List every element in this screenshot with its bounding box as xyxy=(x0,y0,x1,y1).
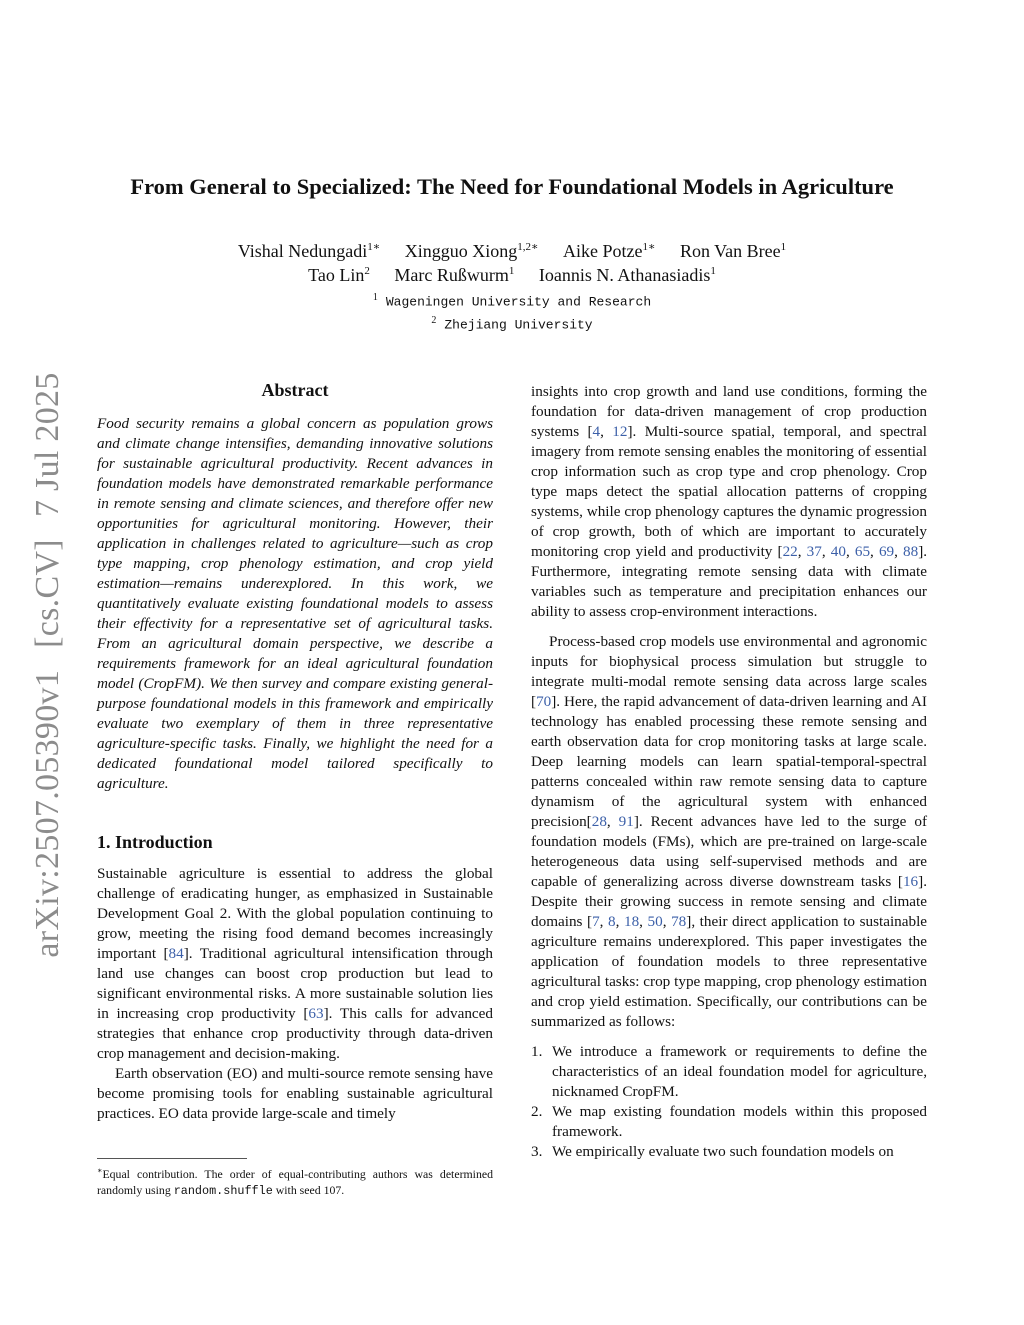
citation-link[interactable]: 12 xyxy=(612,423,628,440)
arxiv-category: [cs.CV] xyxy=(29,539,66,648)
author: Aike Potze$^{1∗}$ xyxy=(563,241,656,261)
arxiv-stamp xyxy=(29,372,67,957)
affiliation: $^1$ Wageningen University and Research xyxy=(372,292,652,310)
author: Tao Lin$^2$ xyxy=(308,265,370,285)
citation-link[interactable]: 8 xyxy=(608,913,616,930)
citation-link[interactable]: 88 xyxy=(903,543,919,560)
paper-title: From General to Specialized: The Need for Foundational Models in Agriculture xyxy=(130,174,894,199)
list-item: 3. We empirically evaluate two such foundation models on xyxy=(531,1143,894,1160)
intro-paragraph-4: Process-based crop models use environmental and agronomic inputs for biophysical process simulation but struggle to integrate multi-modal remote sensing data across large scales [70]. Here, the rapid advancement of data-driven learning and AI technology has enabled processing these remote sensing and earth observation data for crop monitoring tasks at large scale. Deep learning models can learn spatial-temporal-spectral patterns concealed within raw remote sensing data to capture dynamism of the agricultural system with enhanced precision[28, 91]. Recent advances have led to the surge of foundation models (FMs), which are pre-trained on large-scale heterogeneous data using self-supervised methods and are capable of generalizing across diverse downstream tasks [16]. Despite their growing success in remote sensing and climate domains [7, 8, 18, 50, 78], their direct application to sustainable agriculture remains underexplored. This paper investigates the application of foundation models to three representative agricultural tasks: crop type mapping, crop phenology estimation and crop yield estimation. Specifically, our contributions can be summarized as follows: xyxy=(531,633,928,1030)
citation-link[interactable]: 70 xyxy=(536,693,552,710)
author: Xingguo Xiong$^{1,2∗}$ xyxy=(404,241,539,261)
authors-line-1 xyxy=(0,240,1024,262)
footnote-rule xyxy=(97,1158,247,1159)
citation-link[interactable]: 63 xyxy=(308,1005,324,1022)
citation-link[interactable]: 40 xyxy=(830,543,846,560)
arxiv-date: 7 Jul 2025 xyxy=(29,372,66,518)
citation-link[interactable]: 91 xyxy=(618,813,634,830)
authors-line-2 xyxy=(0,265,1024,286)
citation-link[interactable]: 22 xyxy=(782,543,798,560)
citation-link[interactable]: 69 xyxy=(878,543,895,560)
citation-link[interactable]: 16 xyxy=(902,873,919,890)
citation-link[interactable]: 65 xyxy=(854,543,871,560)
affiliation: $^2$ Zhejiang University xyxy=(431,315,593,333)
list-item: 1. We introduce a framework or requirements to define the characteristics of an ideal foundation model for agriculture, nicknamed CropFM. xyxy=(531,1043,927,1100)
author: Ioannis N. Athanasiadis$^1$ xyxy=(538,265,716,285)
citation-link[interactable]: 18 xyxy=(623,913,640,930)
footnote xyxy=(97,1158,493,1199)
section-heading-introduction: 1. Introduction xyxy=(97,832,213,852)
author: Vishal Nedungadi$^{1∗}$ xyxy=(237,241,381,261)
intro-paragraph-2: Earth observation (EO) and multi-source remote sensing have become promising tools for enabling sustainable agricultural practices. EO data provide large-scale and timely xyxy=(97,1065,493,1122)
abstract-text: Food security remains a global concern as population grows and climate change intensifies, demanding innovative solutions for sustainable agricultural productivity. Recent advances in foundation models have demonstrated remarkable performance in remote sensing and climate sciences, and therefore offer new opportunities for agricultural monitoring. However, their application in challenges related to agriculture—such as crop type mapping, crop phenology estimation, and crop yield estimation—remains underexplored. In this work, we quantitatively evaluate existing foundational models to assess their effectivity for a representative set of agricultural tasks. From an agricultural domain perspective, we describe a requirements framework for an ideal agricultural foundation model (CropFM). We then survey and compare existing general-purpose foundational models in this framework and empirically evaluate two exemplary of them in three representative agriculture-specific tasks. Finally, we highlight the need for a dedicated foundational model tailored specifically to agriculture. xyxy=(97,415,493,792)
citation-link[interactable]: 84 xyxy=(168,945,184,962)
list-item: 2. We map existing foundation models within this proposed framework. xyxy=(531,1103,927,1140)
citation-link[interactable]: 28 xyxy=(591,813,607,830)
left-column xyxy=(97,380,493,1124)
citation-link[interactable]: 37 xyxy=(806,543,822,560)
author: Marc Rußwurm$^1$ xyxy=(394,265,515,285)
citation-link[interactable]: 4 xyxy=(592,423,601,440)
abstract-heading: Abstract xyxy=(261,380,329,400)
right-column xyxy=(531,382,927,1162)
citation-link[interactable]: 7 xyxy=(592,913,600,930)
citation-link[interactable]: 50 xyxy=(647,913,663,930)
arxiv-id: arXiv:2507.05390v1 xyxy=(29,669,66,958)
citation-link[interactable]: 78 xyxy=(671,913,687,930)
intro-paragraph-3: insights into crop growth and land use conditions, forming the foundation for data-driven management of crop production systems [4, 12]. Multi-source spatial, temporal, and spectral imagery from remote sensing enables the monitoring of essential crop information such as crop type and crop phenology. Crop type maps detect the spatial allocation patterns of cropping systems, while crop phenology captures the dynamic progression of crop growth, both of which are important to accurately monitoring crop yield and productivity [22, 37, 40, 65, 69, 88]. Furthermore, integrating remote sensing data with climate variables such as temperature and precipitation enhances our ability to assess crop-environment interactions. xyxy=(531,383,928,620)
author: Ron Van Bree$^1$ xyxy=(679,241,787,261)
intro-paragraph-1: Sustainable agriculture is essential to address the global challenge of eradicating hunger, as emphasized in Sustainable Development Goal 2. With the global population continuing to grow, meeting the rising food demand becomes increasingly important [84]. Traditional agricultural intensification through land use changes can boost crop production but lead to significant environmental risks. A more sustainable solution lies in increasing crop productivity [63]. This calls for advanced strategies that enhance crop productivity through data-driven crop management and decision-making. xyxy=(97,865,494,1062)
footnote-code: random.shuffle xyxy=(173,1183,273,1198)
footnote-text: ∗Equal contribution. The order of equal-contributing authors was determined randomly using random.shuffle with seed 107. xyxy=(97,1166,493,1198)
contributions-list xyxy=(531,1042,927,1162)
